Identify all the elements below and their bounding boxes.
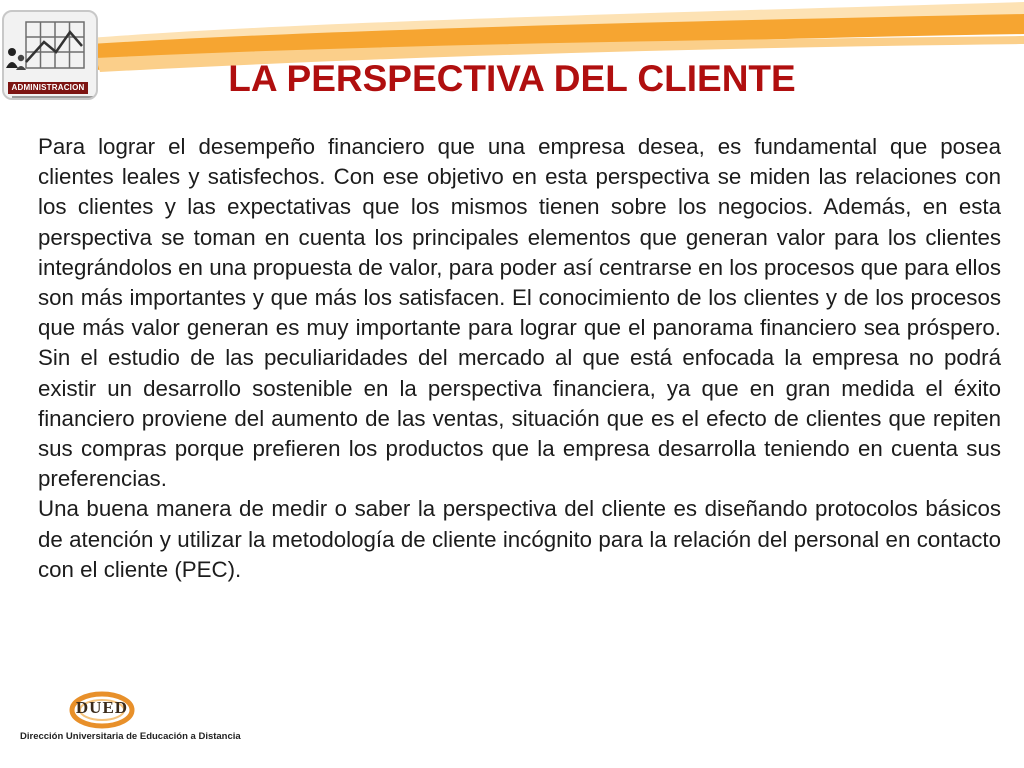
dued-logo-text: DUED <box>75 698 129 717</box>
slide-body <box>38 132 1001 585</box>
body-paragraph-2: Una buena manera de medir o saber la perspectiva del cliente es diseñando protocolos básicos de atención y utilizar la metodología de cliente incógnito para la relación del personal en contacto con el cliente (PEC). <box>38 496 1001 582</box>
institution-name: Dirección Universitaria de Educación a Distancia <box>20 731 241 742</box>
logo-label: ADMINISTRACION <box>8 82 88 94</box>
body-paragraph-1: Para lograr el desempeño financiero que una empresa desea, es fundamental que posea clientes leales y satisfechos. Con ese objetivo en esta perspectiva se miden las relaciones con los clientes y las expectativas que los mismos tienen sobre los negocios. Además, en esta perspectiva se toman en cuenta los principales elementos que generan valor para los clientes integrándolos en una propuesta de valor, para poder así centrarse en los procesos que para ellos son más importantes y que más los satisfacen. El conocimiento de los clientes y de los procesos que más valor generan es muy importante para lograr que el panorama financiero sea próspero. Sin el estudio de las peculiaridades del mercado al que está enfocada la empresa no podrá existir un desarrollo sostenible en la perspectiva financiera, ya que en gran medida el éxito financiero proviene del aumento de las ventas, situación que es el efecto de clientes que repiten sus compras porque prefieren los productos que la empresa desarrolla teniendo en cuenta sus preferencias. <box>38 134 1001 492</box>
slide-title: LA PERSPECTIVA DEL CLIENTE <box>228 58 796 99</box>
